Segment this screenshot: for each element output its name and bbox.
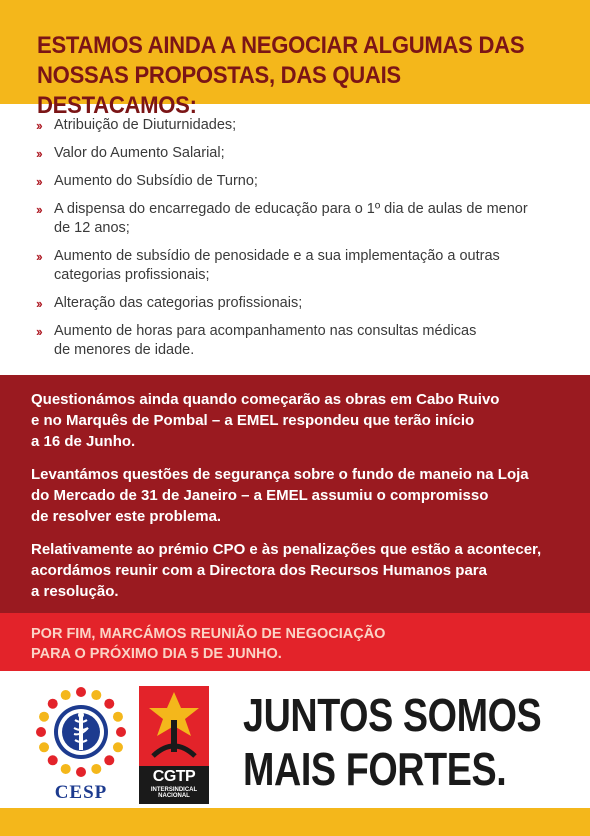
proposals-list xyxy=(36,116,556,369)
cgtp-wordmark: CGTP xyxy=(152,768,196,785)
closing-statement: POR FIM, MARCÁMOS REUNIÃO DE NEGOCIAÇÃO PARA O PRÓXIMO DIA 5 DE JUNHO. xyxy=(31,626,386,662)
list-item xyxy=(36,200,556,238)
cesp-ring-dot xyxy=(39,712,49,722)
cesp-ring-dot xyxy=(36,727,46,737)
proposal-text: Aumento de horas para acompanhamento nas consultas médicas de menores de idade. xyxy=(54,323,477,358)
list-item xyxy=(36,294,556,313)
logos xyxy=(31,686,221,804)
cesp-ring-dot xyxy=(61,690,71,700)
paragraph-works: Questionámos ainda quando começarão as obras em Cabo Ruivo e no Marquês de Pombal – a EMEL respondeu que terão início a 16 de Junho. xyxy=(31,391,500,450)
headline-line-2: NOSSAS PROPOSTAS, DAS QUAIS DESTACAMOS: xyxy=(37,62,401,119)
cgtp-logo xyxy=(139,686,209,804)
cesp-ring-dot xyxy=(113,712,123,722)
headline xyxy=(37,31,534,121)
list-item xyxy=(36,144,556,163)
chevron-bullet-icon: ›› xyxy=(36,118,41,133)
chevron-bullet-icon: ›› xyxy=(36,296,41,311)
proposal-text: Alteração das categorias profissionais; xyxy=(54,295,303,311)
chevron-bullet-icon: ›› xyxy=(36,174,41,189)
list-item xyxy=(36,247,556,285)
chevron-bullet-icon: ›› xyxy=(36,146,41,161)
cesp-ring-dot xyxy=(48,699,58,709)
cesp-ring-dot xyxy=(91,690,101,700)
cesp-emblem-icon xyxy=(31,686,131,782)
info-paragraphs xyxy=(31,389,571,614)
chevron-bullet-icon: ›› xyxy=(36,249,41,264)
cesp-ring-dot xyxy=(91,764,101,774)
slogan-line-2: MAIS FORTES. xyxy=(243,743,507,795)
cesp-ring-dot xyxy=(116,727,126,737)
proposal-text: Aumento de subsídio de penosidade e a sua implementação a outras categorias profissionais; xyxy=(54,248,500,283)
bottom-yellow-band xyxy=(0,808,590,836)
list-item xyxy=(36,322,556,360)
slogan xyxy=(243,688,541,796)
cesp-ring-dot xyxy=(104,755,114,765)
paragraph-cpo: Relativamente ao prémio CPO e às penalizações que estão a acontecer, acordámos reunir com a Directora dos Recursos Humanos para a resolução. xyxy=(31,541,542,600)
proposal-text: A dispensa do encarregado de educação para o 1º dia de aulas de menor de 12 anos; xyxy=(54,201,528,236)
cesp-ring-dot xyxy=(113,742,123,752)
list-item xyxy=(36,172,556,191)
chevron-bullet-icon: ›› xyxy=(36,324,41,339)
cesp-ring-dot xyxy=(61,764,71,774)
proposal-text: Aumento do Subsídio de Turno; xyxy=(54,173,258,189)
proposal-text: Valor do Aumento Salarial; xyxy=(54,145,225,161)
cgtp-subtitle: INTERSINDICAL NACIONAL xyxy=(150,787,198,799)
cesp-ring-dot xyxy=(39,742,49,752)
cesp-logo xyxy=(31,686,131,804)
cesp-wordmark: CESP xyxy=(54,782,108,803)
cesp-ring-dot xyxy=(104,699,114,709)
list-item xyxy=(36,116,556,135)
slogan-line-1: JUNTOS SOMOS xyxy=(243,689,542,741)
headline-line-1: ESTAMOS AINDA A NEGOCIAR ALGUMAS DAS xyxy=(37,32,525,59)
paragraph-safety: Levantámos questões de segurança sobre o fundo de maneio na Loja do Mercado de 31 de Janeiro – a EMEL assumiu o compromisso de resolver este problema. xyxy=(31,466,529,525)
cesp-ring-dot xyxy=(76,767,86,777)
proposal-text: Atribuição de Diuturnidades; xyxy=(54,117,237,133)
cesp-ring-dot xyxy=(48,755,58,765)
chevron-bullet-icon: ›› xyxy=(36,202,41,217)
cesp-ring-dot xyxy=(76,687,86,697)
